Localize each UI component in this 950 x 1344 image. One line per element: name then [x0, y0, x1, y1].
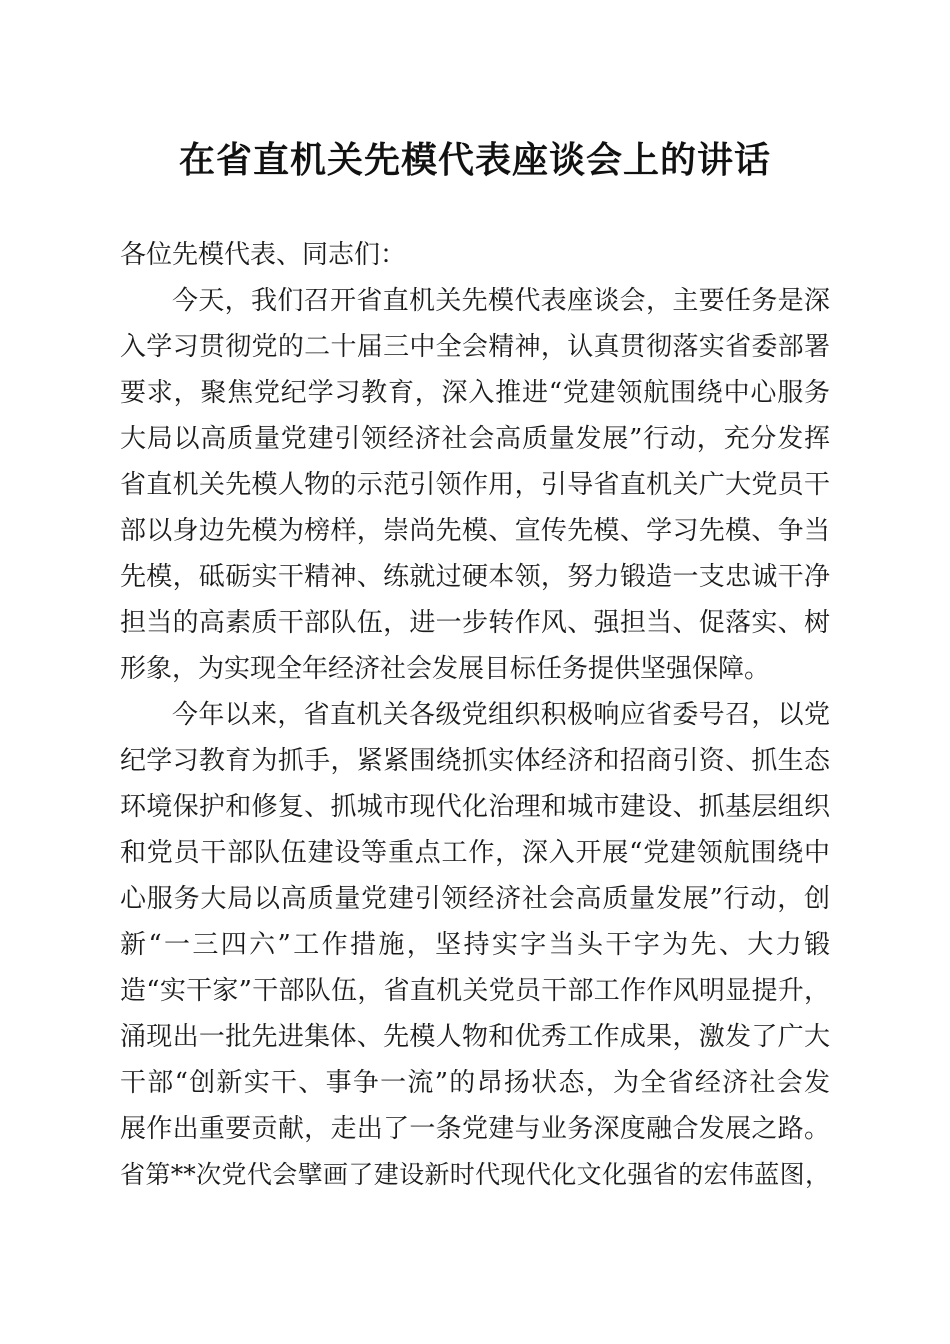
paragraph-2-line: 和党员干部队伍建设等重点工作，深入开展“党建领航围绕中: [120, 838, 830, 868]
paragraph-2-line: 今年以来，省直机关各级党组织积极响应省委号召，以党: [172, 700, 830, 730]
paragraph-1-line: 入学习贯彻党的二十届三中全会精神，认真贯彻落实省委部署: [120, 332, 830, 362]
paragraph-2-line: 环境保护和修复、抓城市现代化治理和城市建设、抓基层组织: [120, 792, 830, 822]
paragraph-1-line: 部以身边先模为榜样，崇尚先模、宣传先模、学习先模、争当: [120, 516, 830, 546]
paragraph-1-line: 大局以高质量党建引领经济社会高质量发展”行动，充分发挥: [120, 424, 830, 454]
paragraph-2-line: 造“实干家”干部队伍，省直机关党员干部工作作风明显提升，: [120, 976, 830, 1006]
paragraph-2-line: 干部“创新实干、事争一流”的昂扬状态，为全省经济社会发: [120, 1068, 830, 1098]
page-title: 在省直机关先模代表座谈会上的讲话: [178, 139, 771, 181]
paragraph-2-line: 展作出重要贡献，走出了一条党建与业务深度融合发展之路。: [120, 1114, 830, 1144]
paragraph-2-line: 涌现出一批先进集体、先模人物和优秀工作成果，激发了广大: [120, 1022, 830, 1052]
paragraph-2-line: 心服务大局以高质量党建引领经济社会高质量发展”行动，创: [120, 884, 830, 914]
paragraph-1-line: 形象，为实现全年经济社会发展目标任务提供坚强保障。: [120, 654, 771, 684]
paragraph-1-line: 今天，我们召开省直机关先模代表座谈会，主要任务是深: [172, 286, 830, 316]
paragraph-2-line: 纪学习教育为抓手，紧紧围绕抓实体经济和招商引资、抓生态: [120, 746, 830, 776]
paragraph-2-line: 省第**次党代会擘画了建设新时代现代化文化强省的宏伟蓝图，: [120, 1160, 830, 1189]
paragraph-2-line: 新“一三四六”工作措施，坚持实字当头干字为先、大力锻: [120, 930, 830, 960]
paragraph-1-line: 担当的高素质干部队伍，进一步转作风、强担当、促落实、树: [120, 608, 830, 638]
salutation: 各位先模代表、同志们：: [120, 240, 407, 270]
paragraph-1-line: 先模，砥砺实干精神、练就过硬本领，努力锻造一支忠诚干净: [120, 562, 830, 592]
paragraph-1-line: 要求，聚焦党纪学习教育，深入推进“党建领航围绕中心服务: [120, 378, 830, 408]
paragraph-1-line: 省直机关先模人物的示范引领作用，引导省直机关广大党员干: [120, 470, 830, 500]
